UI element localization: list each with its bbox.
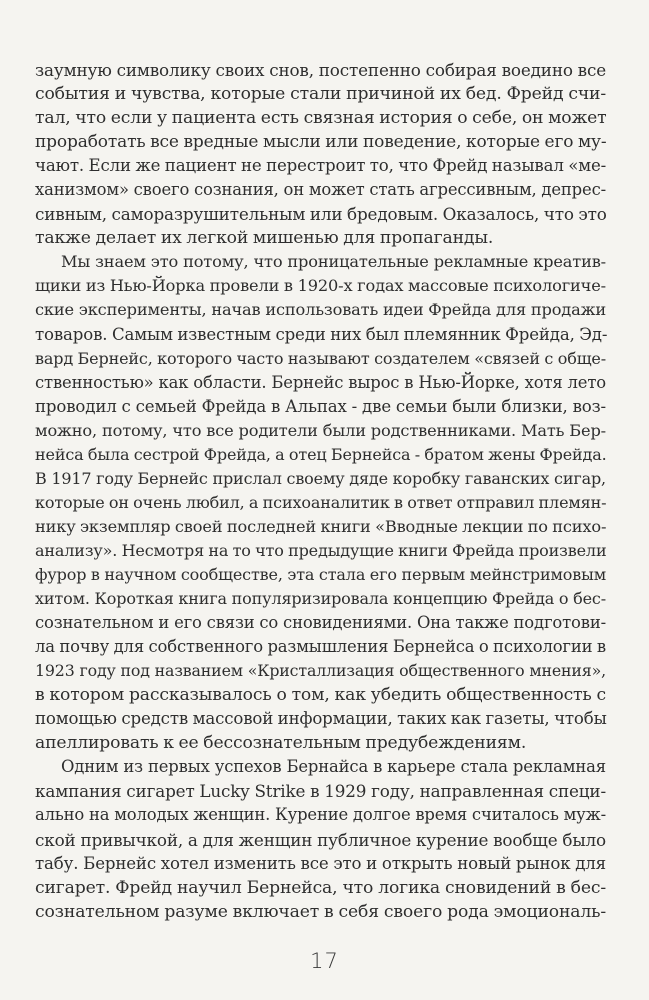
text-line: нику экземпляр своей последней книги «Вводные лекции по психо- xyxy=(35,516,607,536)
text-line: ственностью» как области. Бернейс вырос в Нью-Йорке, хотя лето xyxy=(35,372,606,392)
text-line: 1923 году под названием «Кристаллизация общественного мнения», xyxy=(35,661,606,681)
body-text xyxy=(35,58,606,924)
text-line: кампания сигарет Lucky Strike в 1929 году, направленная специ- xyxy=(35,781,606,802)
text-line: проработать все вредные мысли или поведение, которые его му- xyxy=(35,132,607,153)
text-line: фурор в научном сообществе, эта стала его первым мейнстримовым xyxy=(35,564,606,584)
text-line: анализу». Несмотря на то что предыдущие книги Фрейда произвели xyxy=(35,540,607,560)
text-line: заумную символику своих снов, постепенно собирая воедино все xyxy=(35,60,606,80)
text-line: В 1917 году Бернейс прислал своему дяде коробку гаванских сигар, xyxy=(35,468,606,488)
text-line: сивным, саморазрушительным или бредовым. Оказалось, что это xyxy=(35,204,607,225)
text-line: Одним из первых успехов Бернайса в карьере стала рекламная xyxy=(61,757,606,777)
text-line: щики из Нью-Йорка провели в 1920-х годах массовые психологиче- xyxy=(35,276,606,296)
text-line: сознательном и его связи со сновидениями. Она также подготови- xyxy=(35,613,606,633)
paragraph-2 xyxy=(35,250,606,755)
text-line: тал, что если у пациента есть связная история о себе, он может xyxy=(35,108,607,129)
text-line: проводил с семьей Фрейда в Альпах - две семьи были близки, воз- xyxy=(35,396,606,416)
text-line: хитом. Короткая книга популяризировала концепцию Фрейда о бес- xyxy=(35,589,606,609)
text-line: ла почву для собственного размышления Бернейса о психологии в xyxy=(35,637,606,657)
text-line: апеллировать к ее бессознательным предубеждениям. xyxy=(35,733,527,754)
text-line: ханизмом» своего сознания, он может стать агрессивным, депрес- xyxy=(35,180,606,200)
text-line: нейса была сестрой Фрейда, а отец Бернейса - братом жены Фрейда. xyxy=(35,444,607,464)
text-line: вард Бернейс, которого часто называют создателем «связей с обще- xyxy=(35,348,606,368)
paragraph-3 xyxy=(35,755,606,923)
text-line: ально на молодых женщин. Курение долгое время считалось муж- xyxy=(35,805,606,825)
text-line: события и чувства, которые стали причиной их бед. Фрейд счи- xyxy=(35,84,606,105)
text-line: в котором рассказывалось о том, как убедить общественность с xyxy=(35,685,606,706)
text-line: можно, потому, что все родители были родственниками. Мать Бер- xyxy=(35,420,606,440)
text-line: ские эксперименты, начав использовать идеи Фрейда для продажи xyxy=(35,300,606,320)
text-line: чают. Если же пациент не перестроит то, что Фрейд называл «ме- xyxy=(35,156,607,176)
text-line: также делает их легкой мишенью для пропаганды. xyxy=(35,228,494,249)
text-line: помощью средств массовой информации, таких как газеты, чтобы xyxy=(35,709,607,729)
page-number: 17 xyxy=(310,949,339,973)
text-line: Мы знаем это потому, что проницательные рекламные креатив- xyxy=(61,252,606,272)
text-line: ской привычкой, а для женщин публичное курение вообще было xyxy=(35,829,606,850)
text-line: табу. Бернейс хотел изменить все это и открыть новый рынок для xyxy=(35,853,606,873)
paragraph-1 xyxy=(35,58,606,250)
text-line: сигарет. Фрейд научил Бернейса, что логика сновидений в бес- xyxy=(35,877,606,898)
text-line: сознательном разуме включает в себя своего рода эмоциональ- xyxy=(35,901,606,922)
text-line: которые он очень любил, а психоаналитик в ответ отправил племян- xyxy=(35,492,607,512)
text-line: товаров. Самым известным среди них был племянник Фрейда, Эд- xyxy=(35,324,608,344)
